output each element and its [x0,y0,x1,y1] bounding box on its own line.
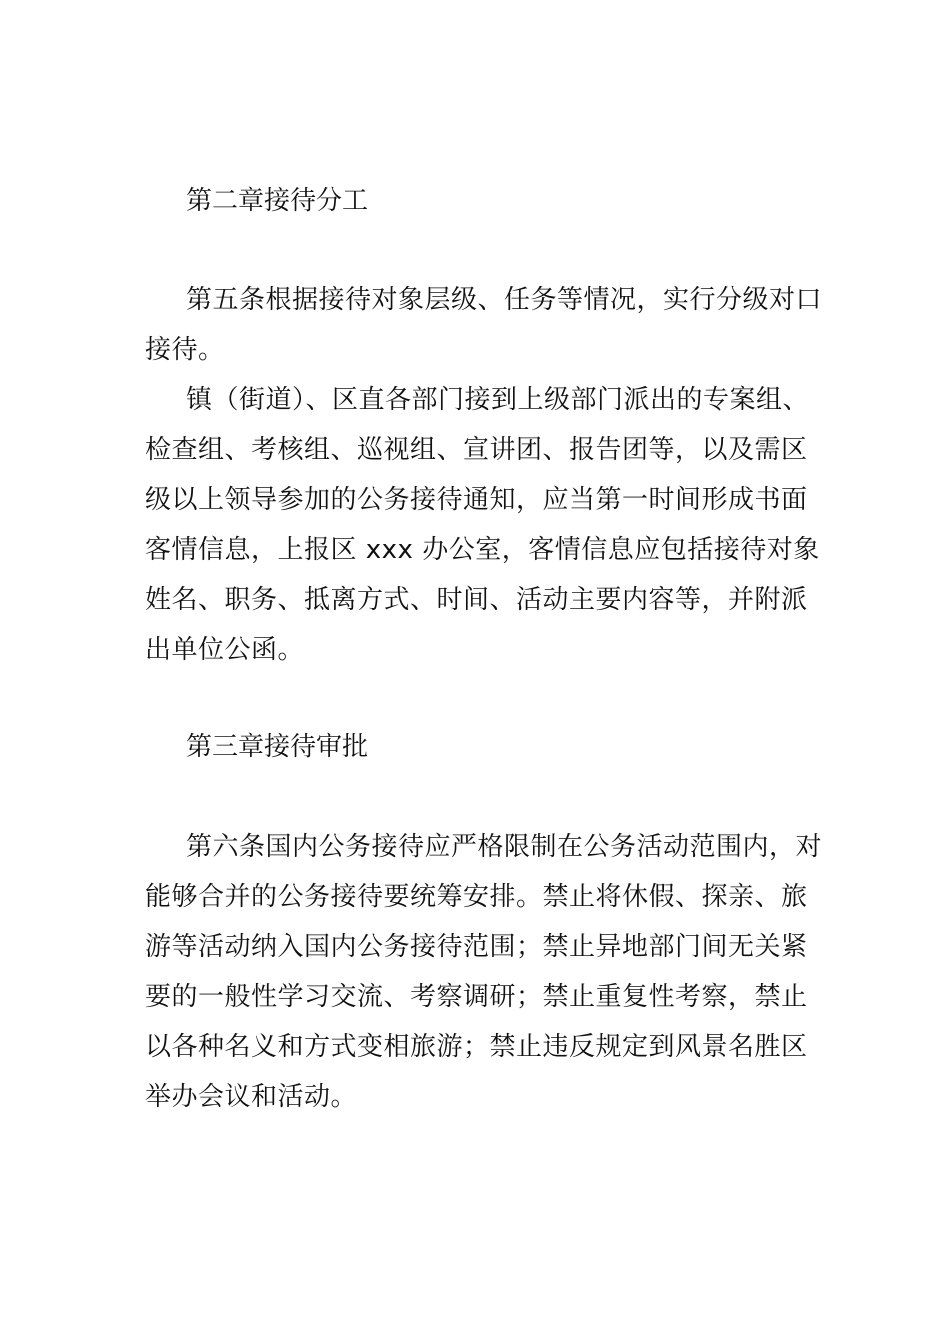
paragraph-line: 要的一般性学习交流、考察调研；禁止重复性考察，禁止 [145,982,808,1012]
article-6-paragraph [145,822,823,1122]
article-5-paragraph [145,275,823,375]
paragraph-line: 级以上领导参加的公务接待通知，应当第一时间形成书面 [145,485,808,515]
paragraph-line: 镇（街道）、区直各部门接到上级部门派出的专案组、 [186,385,810,415]
paragraph-line: 姓名、职务、抵离方式、时间、活动主要内容等，并附派 [145,585,808,615]
paragraph-line: 第六条国内公务接待应严格限制在公务活动范围内，对 [186,832,823,862]
paragraph-line: 游等活动纳入国内公务接待范围；禁止异地部门间无关紧 [145,932,808,962]
paragraph-line: 举办会议和活动。 [145,1082,358,1112]
article-5-detail-paragraph [145,375,820,675]
paragraph-line: 第五条根据接待对象层级、任务等情况，实行分级对口 [186,285,823,315]
paragraph-line: 能够合并的公务接待要统筹安排。禁止将休假、探亲、旅 [145,882,808,912]
paragraph-line: 接待。 [145,335,225,365]
chapter-3-heading: 第三章接待审批 [186,732,369,762]
paragraph-line: 客情信息，上报区 xxx 办公室，客情信息应包括接待对象 [145,535,820,565]
chapter-2-heading: 第二章接待分工 [186,186,369,216]
paragraph-line: 出单位公函。 [145,635,305,665]
paragraph-line: 以各种名义和方式变相旅游；禁止违反规定到风景名胜区 [145,1032,808,1062]
paragraph-line: 检查组、考核组、巡视组、宣讲团、报告团等，以及需区 [145,435,808,465]
